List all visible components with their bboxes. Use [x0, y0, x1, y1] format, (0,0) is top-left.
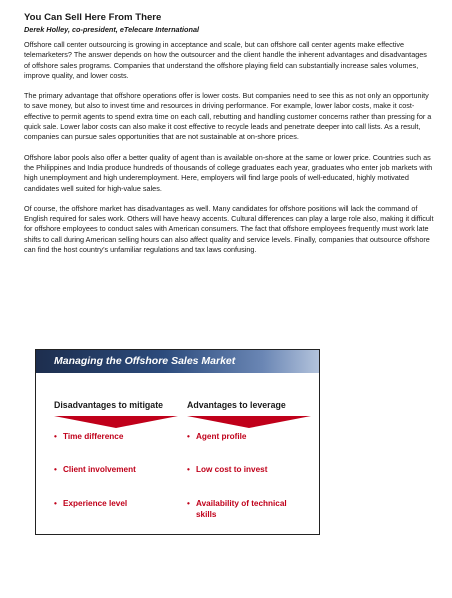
bullet-icon: •: [54, 465, 57, 474]
article: [24, 12, 434, 255]
disadvantages-column: [54, 400, 179, 428]
disadvantage-item: Experience level: [63, 499, 128, 508]
bullet-icon: •: [54, 499, 57, 508]
paragraph-1: Offshore call center outsourcing is growing in acceptance and scale, but can offshore call center agents make effective telemarketers? The answer depends on how the outsourcer and the client handle the inherent advantages and disadvantages of offshore sales programs. Companies that understand the offshore playing field can substantially increase sales volumes, improve quality, and lower costs.: [24, 40, 427, 80]
advantage-item: Availability of technical skills: [196, 499, 287, 519]
chevron-down-icon: [187, 416, 311, 428]
article-byline: Derek Holley, co-president, eTelecare International: [24, 25, 200, 34]
disadvantages-heading: Disadvantages to mitigate: [54, 400, 164, 410]
advantage-item: Low cost to invest: [196, 465, 268, 474]
paragraph-3: Offshore labor pools also offer a better quality of agent than is available on-shore at the same or lower price. Countries such as the Philippines and India produce hundreds of thousands of college graduates each year, graduates who enter job markets with high unemployment and high underemployment. Here, employers will find large pools of well-educated, highly motivated candidates well suited for high-value sales.: [24, 152, 433, 193]
bullet-icon: •: [187, 432, 190, 441]
advantages-column: [187, 400, 312, 428]
advantage-item: Agent profile: [196, 432, 247, 441]
article-title: You Can Sell Here From There: [24, 12, 162, 23]
disadvantage-item: Time difference: [63, 432, 124, 441]
offshore-sales-figure: [35, 349, 320, 535]
bullet-icon: •: [187, 465, 190, 474]
disadvantage-item: Client involvement: [63, 465, 136, 474]
paragraph-4: Of course, the offshore market has disadvantages as well. Many candidates for offshore positions will lack the command of English required for sales work. Others will have heavy accents. Cultural differences can play a large role also, making it difficult for offshore employees to conduct sales with American consumers. The fact that offshore employees frequently must work late shifts to call during American selling hours can also affect quality and service levels. Finally, companies that outsource offshore can find the host country’s unfamiliar regulations and tax laws confusing.: [24, 203, 434, 255]
bullet-icon: •: [54, 432, 57, 441]
advantages-heading: Advantages to leverage: [187, 400, 286, 410]
paragraph-2: The primary advantage that offshore operations offer is lower costs. But companies need to see this as not only an opportunity to save money, but also to invest time and resources in driving performance. For example, lower labor costs, make it cost-effective to permit agents to spend extra time on each call, rebutting and handling customer concerns rather than pressing for a quick sale. Lower labor costs can also make it cost effective to recycle leads and penetrate deeper into call lists. As a result, companies can pursue sales opportunities that are not sustainable at on-shore prices.: [24, 91, 432, 142]
chevron-down-icon: [54, 416, 178, 428]
bullet-icon: •: [187, 499, 190, 508]
figure-title: Managing the Offshore Sales Market: [36, 350, 319, 373]
